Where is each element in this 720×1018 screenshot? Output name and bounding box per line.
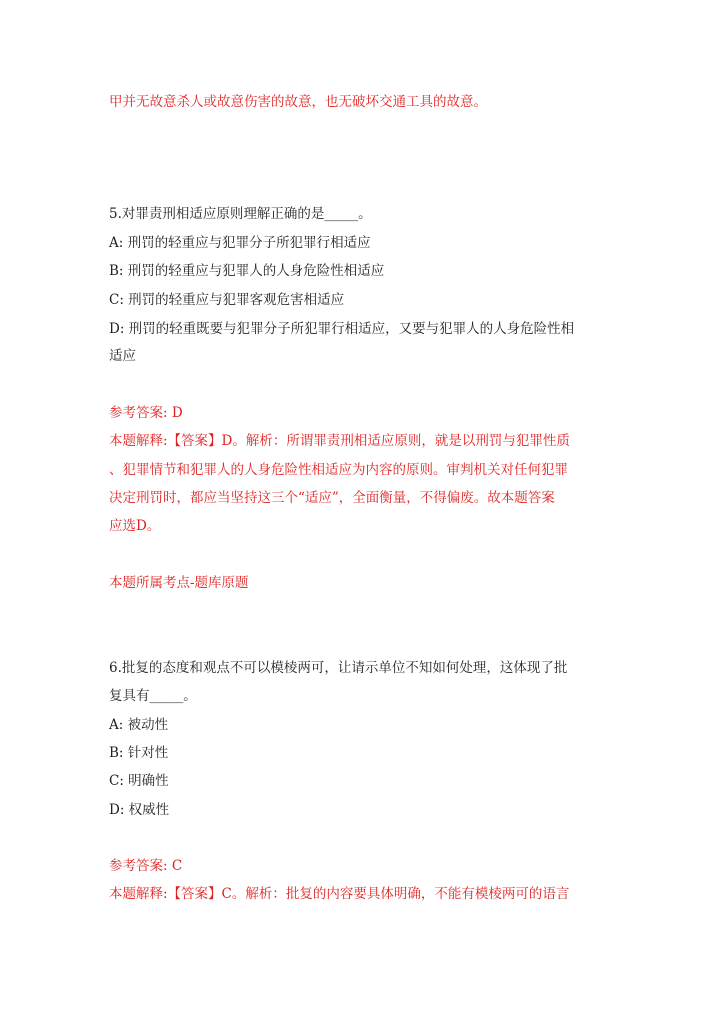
- prev-explanation-tail: 甲并无故意杀人或故意伤害的故意，也无破坏交通工具的故意。: [109, 94, 487, 110]
- question-6-option-d: D: 权威性: [109, 802, 170, 818]
- question-5-explanation-line-2: 、犯罪情节和犯罪人的人身危险性相适应为内容的原则。审判机关对任何犯罪: [109, 462, 568, 478]
- question-6-option-b: B: 针对性: [109, 745, 169, 761]
- question-6-text-line-1: 6.批复的态度和观点不可以模棱两可，让请示单位不知如何处理，这体现了批: [109, 660, 568, 676]
- question-5-answer: 参考答案: D: [109, 405, 183, 421]
- question-6-answer: 参考答案: C: [109, 858, 183, 874]
- question-5-option-a: A: 刑罚的轻重应与犯罪分子所犯罪行相适应: [109, 235, 371, 251]
- question-5-option-b: B: 刑罚的轻重应与犯罪人的人身危险性相适应: [109, 263, 385, 279]
- question-5-explanation-line-3: 决定刑罚时，都应当坚持这三个“适应”，全面衡量，不得偏废。故本题答案: [109, 490, 555, 506]
- question-6-text-line-2: 复具有_____。: [109, 688, 197, 704]
- question-5-option-d: D: 刑罚的轻重既要与犯罪分子所犯罪行相适应，又要与犯罪人的人身危险性相: [109, 321, 575, 337]
- question-5-explanation-line-4: 应选D。: [109, 518, 161, 534]
- question-5-text: 5.对罪责刑相适应原则理解正确的是_____。: [109, 206, 372, 222]
- question-6-option-a: A: 被动性: [109, 717, 169, 733]
- question-5-explanation-line-1: 本题解释:【答案】D。解析：所谓罪责刑相适应原则，就是以刑罚与犯罪性质: [109, 433, 570, 449]
- question-5-option-d-cont: 适应: [109, 348, 136, 364]
- question-6-option-c: C: 明确性: [109, 773, 169, 789]
- question-5-category: 本题所属考点-题库原题: [109, 575, 249, 591]
- question-5-option-c: C: 刑罚的轻重应与犯罪客观危害相适应: [109, 292, 345, 308]
- question-6-explanation-line-1: 本题解释:【答案】C。解析：批复的内容要具体明确，不能有模棱两可的语言: [109, 886, 570, 902]
